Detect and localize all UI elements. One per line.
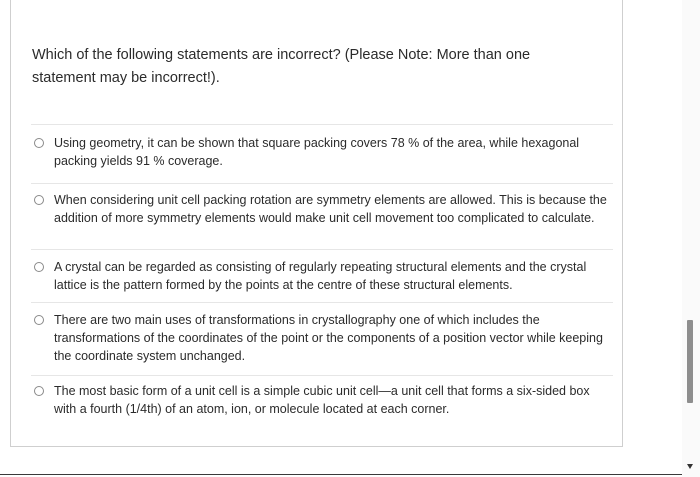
answer-options (31, 124, 613, 423)
option-label: There are two main uses of transformations in crystallography one of which includes the transformations of the coordinates of the point or the components of a position vector while keeping the coordinate system unchanged. (54, 313, 603, 363)
scroll-down-arrow-icon[interactable] (687, 464, 693, 469)
option-4[interactable] (31, 302, 613, 375)
option-label: The most basic form of a unit cell is a simple cubic unit cell—a unit cell that forms a six-sided box with a fourth (1/4th) of an atom, ion, or molecule located at each corner. (54, 384, 590, 416)
radio-button-3[interactable] (34, 262, 44, 272)
radio-button-1[interactable] (34, 138, 44, 148)
option-label: When considering unit cell packing rotation are symmetry elements are allowed. This is because the addition of more symmetry elements would make unit cell movement too complicated to calculate. (54, 193, 607, 225)
bottom-divider (0, 474, 682, 475)
option-label: A crystal can be regarded as consisting of regularly repeating structural elements and the crystal lattice is the pattern formed by the points at the centre of these structural elements. (54, 260, 587, 292)
vertical-scrollbar[interactable] (682, 0, 700, 477)
radio-button-4[interactable] (34, 315, 44, 325)
option-1[interactable] (31, 124, 613, 183)
option-label: Using geometry, it can be shown that square packing covers 78 % of the area, while hexagonal packing yields 91 % coverage. (54, 136, 580, 168)
radio-button-2[interactable] (34, 195, 44, 205)
option-3[interactable] (31, 249, 613, 302)
option-5[interactable] (31, 375, 613, 423)
question-text: Which of the following statements are incorrect? (Please Note: More than one statement may be incorrect!). (32, 47, 531, 86)
option-2[interactable] (31, 183, 613, 249)
question-card (10, 0, 623, 447)
scrollbar-thumb[interactable] (687, 320, 693, 403)
radio-button-5[interactable] (34, 386, 44, 396)
